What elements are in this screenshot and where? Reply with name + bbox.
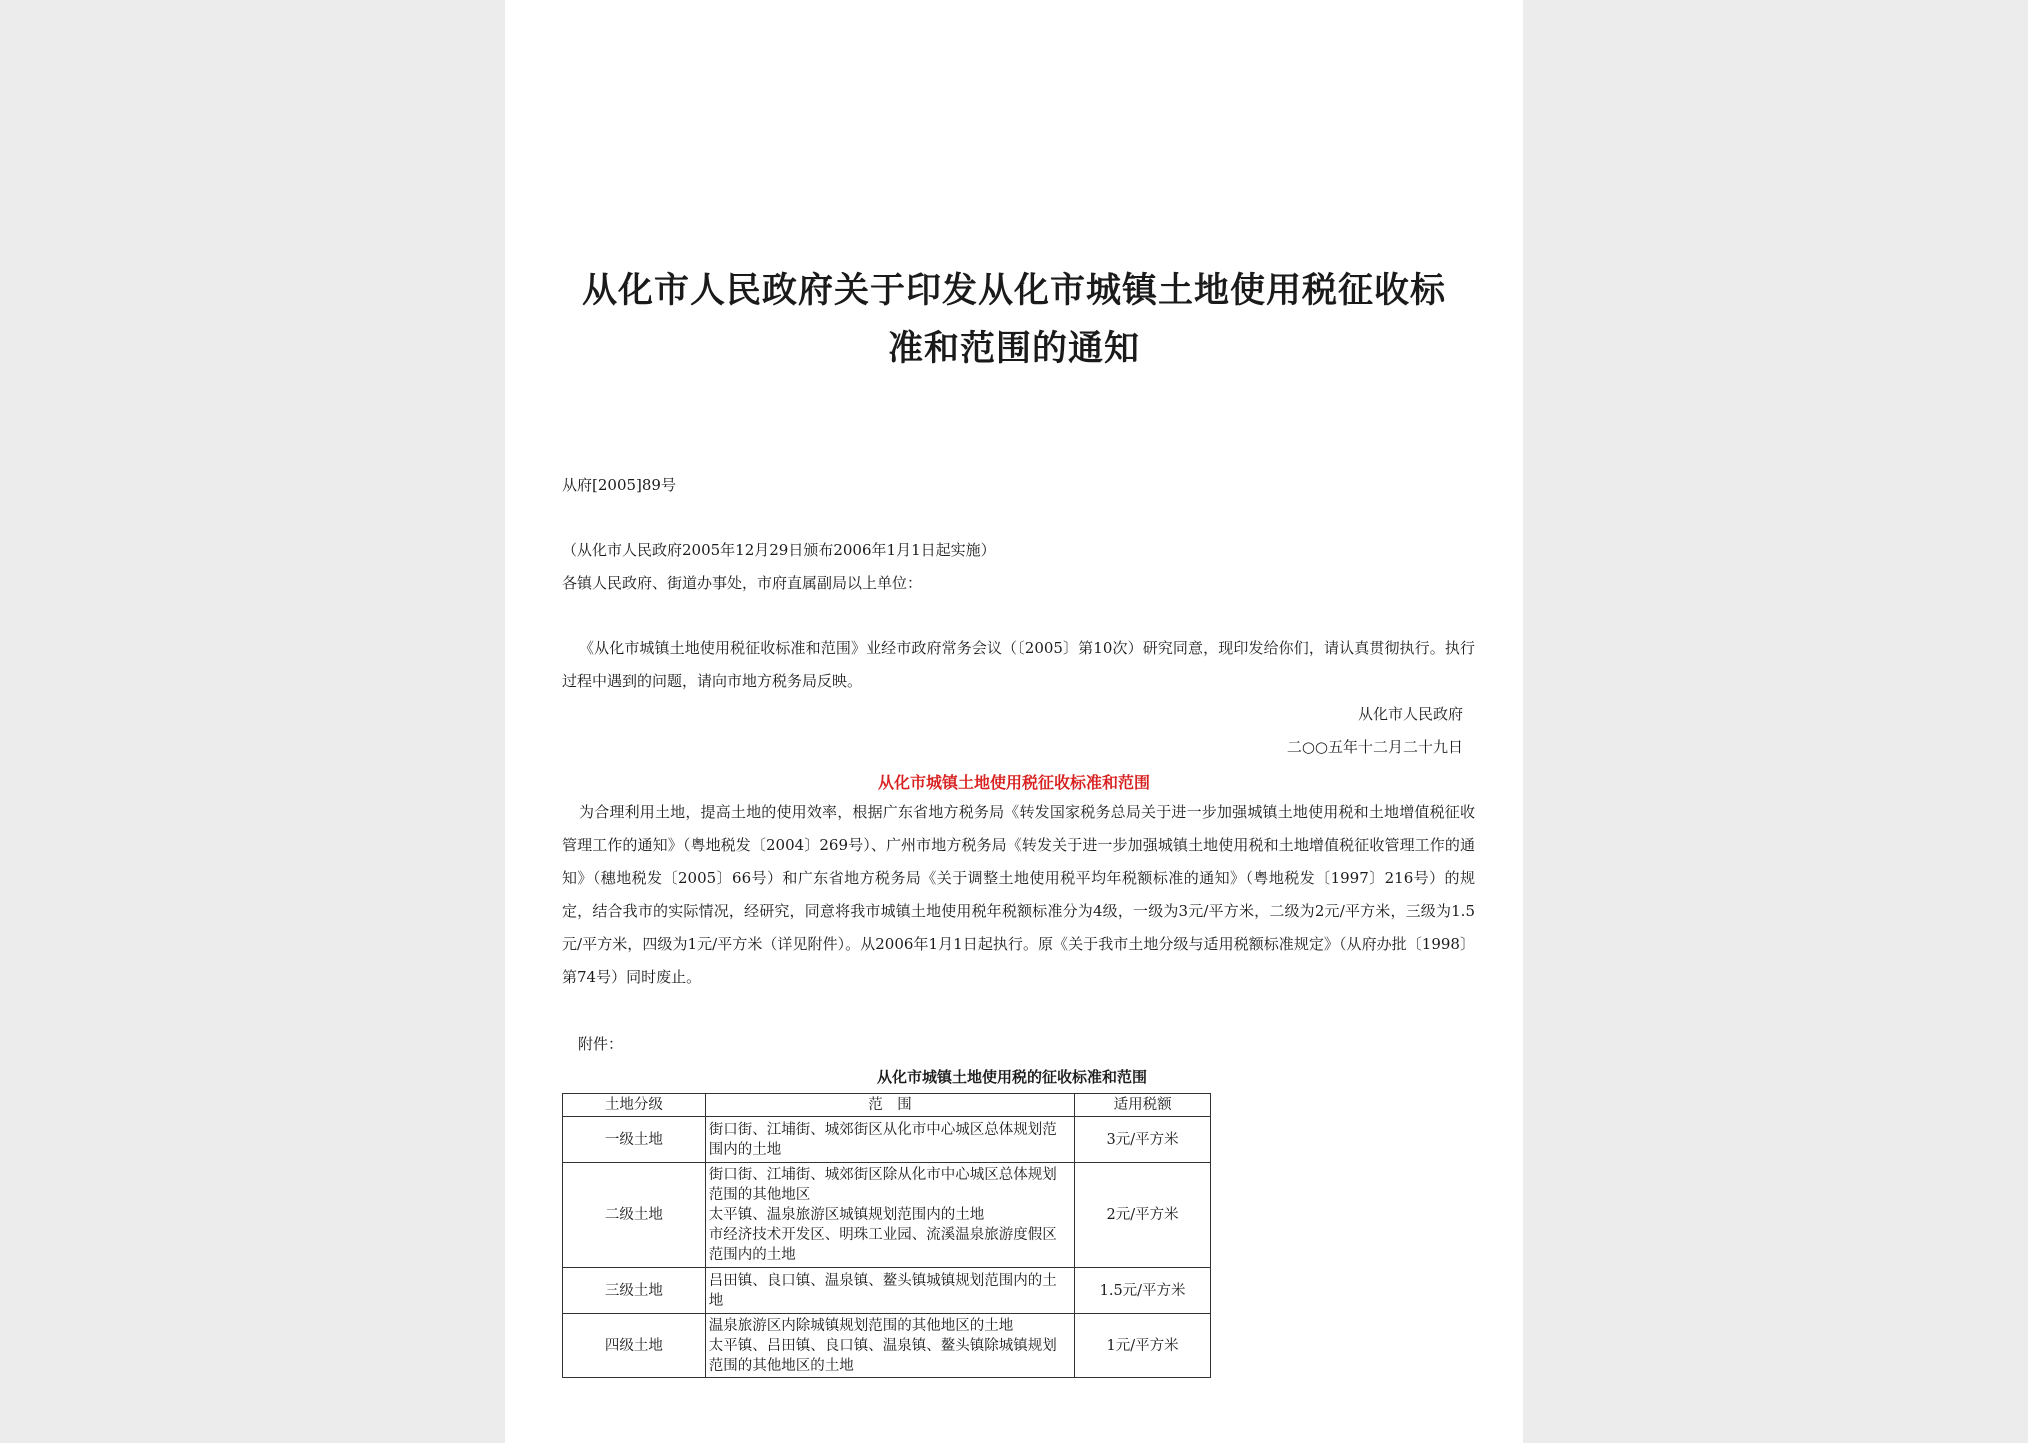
rate-cell: 3元/平方米 <box>1075 1117 1211 1163</box>
rate-cell: 2元/平方米 <box>1075 1163 1211 1268</box>
range-line: 街口街、江埔街、城郊街区除从化市中心城区总体规划范围的其他地区 <box>708 1167 1057 1203</box>
signer: 从化市人民政府 <box>1357 705 1463 723</box>
table-title: 从化市城镇土地使用税的征收标准和范围 <box>876 1068 1147 1086</box>
range-line: 街口街、江埔街、城郊街区从化市中心城区总体规划范围内的土地 <box>708 1121 1057 1158</box>
section-title: 从化市城镇土地使用税征收标准和范围 <box>877 773 1150 792</box>
range-cell <box>705 1117 1074 1163</box>
table-row <box>563 1117 1211 1163</box>
table-row <box>563 1314 1211 1378</box>
table-row <box>563 1268 1211 1314</box>
issue-note: （从化市人民政府2005年12月29日颁布2006年1月1日起实施） <box>562 541 996 559</box>
range-line: 太平镇、温泉旅游区城镇规划范围内的土地 <box>708 1207 985 1223</box>
tax-standard-table <box>562 1093 1211 1378</box>
range-line: 市经济技术开发区、明珠工业园、流溪温泉旅游度假区范围内的土地 <box>708 1227 1057 1263</box>
header-rate: 适用税额 <box>1075 1094 1211 1117</box>
grade-cell: 三级土地 <box>563 1268 706 1314</box>
attachment-label: 附件： <box>578 1035 624 1053</box>
document-title <box>550 262 1478 378</box>
doc-number: 从府[2005]89号 <box>562 476 676 494</box>
range-cell <box>705 1314 1074 1378</box>
grade-cell: 二级土地 <box>563 1163 706 1268</box>
header-grade: 土地分级 <box>563 1094 706 1117</box>
body-paragraph: 《从化市城镇土地使用税征收标准和范围》业经市政府常务会议（〔2005〕第10次）研究同意，现印发给你们，请认真贯彻执行。执行过程中遇到的问题，请向市地方税务局反映。 <box>562 639 1475 690</box>
document-page <box>505 0 1523 1443</box>
range-cell <box>705 1163 1074 1268</box>
recipients: 各镇人民政府、街道办事处，市府直属副局以上单位： <box>562 574 923 592</box>
range-line: 温泉旅游区内除城镇规划范围的其他地区的土地 <box>708 1317 1014 1334</box>
range-line: 吕田镇、良口镇、温泉镇、鳌头镇城镇规划范围内的土地 <box>708 1272 1057 1309</box>
title-line-2: 准和范围的通知 <box>887 328 1140 369</box>
table-row <box>563 1163 1211 1268</box>
header-range: 范 围 <box>705 1094 1074 1117</box>
rate-cell: 1元/平方米 <box>1075 1314 1211 1378</box>
grade-cell: 一级土地 <box>563 1117 706 1163</box>
sign-date: 二○○五年十二月二十九日 <box>1286 738 1463 756</box>
section-paragraph: 为合理利用土地，提高土地的使用效率，根据广东省地方税务局《转发国家税务总局关于进一步加强城镇土地使用税和土地增值税征收管理工作的通知》（粤地税发〔2004〕269号）、广州市地方税务局《转发关于进一步加强城镇土地使用税和土地增值税征收管理工作的通知》（穗地税发〔2005〕66号）和广东省地方税务局《关于调整土地使用税平均年税额标准的通知》（粤地税发〔1997〕216号）的规定，结合我市的实际情况，经研究，同意将我市城镇土地使用税年税额标准分为4级，一级为3元/平方米，二级为2元/平方米，三级为1.5元/平方米，四级为1元/平方米（详见附件）。从2006年1月1日起执行。原《关于我市土地分级与适用税额标准规定》（从府办批〔1998〕第74号）同时废止。 <box>562 803 1475 986</box>
title-line-1: 从化市人民政府关于印发从化市城镇土地使用税征收标 <box>581 270 1446 311</box>
table-header-row <box>563 1094 1211 1117</box>
range-cell <box>705 1268 1074 1314</box>
rate-cell: 1.5元/平方米 <box>1075 1268 1211 1314</box>
grade-cell: 四级土地 <box>563 1314 706 1378</box>
range-line: 太平镇、吕田镇、良口镇、温泉镇、鳌头镇除城镇规划范围的其他地区的土地 <box>708 1337 1057 1374</box>
